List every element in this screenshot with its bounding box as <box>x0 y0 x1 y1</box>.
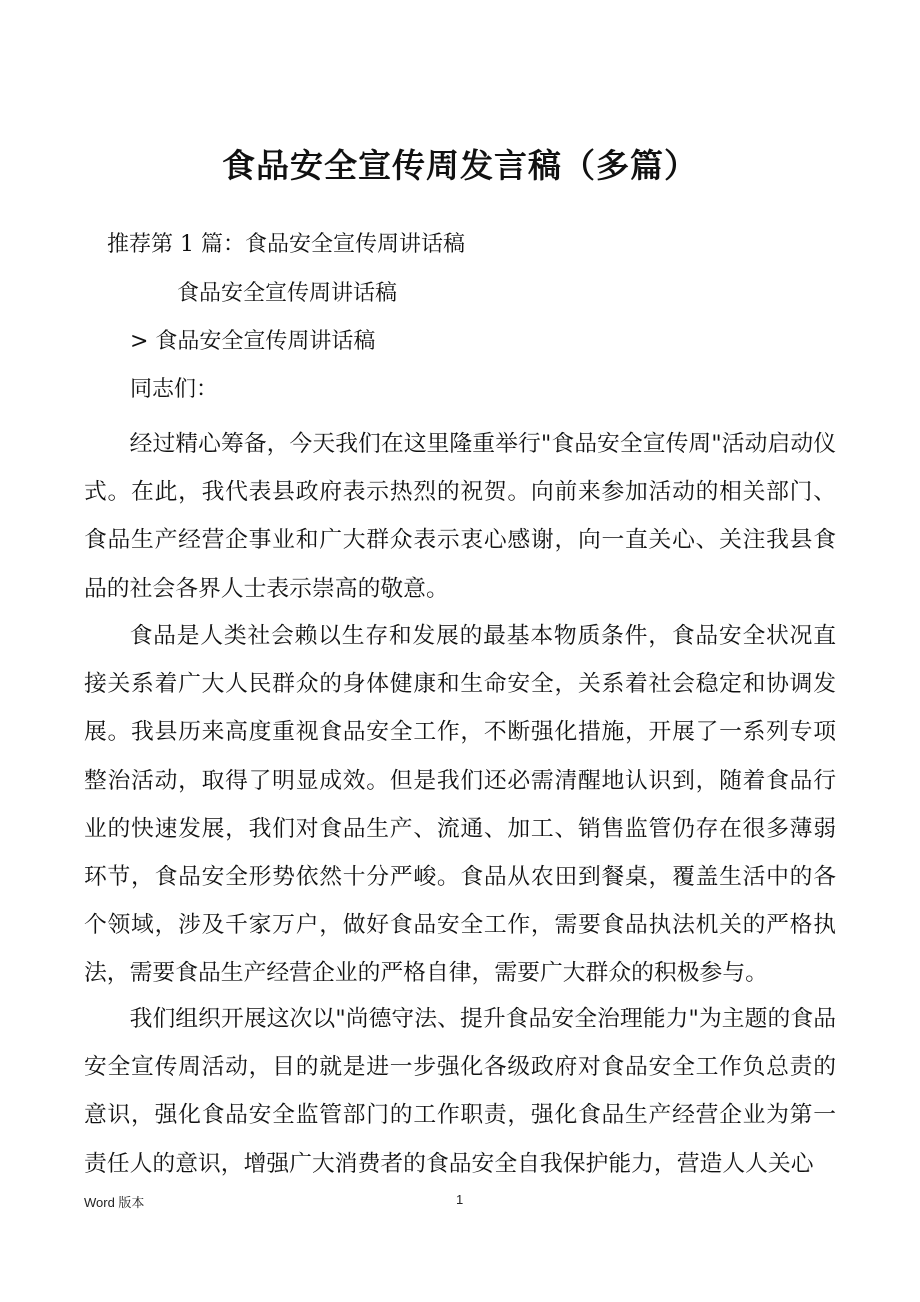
body-paragraph-1-block <box>84 420 836 613</box>
recommended-article-heading: 推荐第 1 篇：食品安全宣传周讲话稿 <box>107 232 465 257</box>
body-paragraph-2-block <box>84 612 836 998</box>
body-paragraph: 我们组织开展这次以"尚德守法、提升食品安全治理能力"为主题的食品安全宣传周活动，目的就是进一步强化各级政府对食品安全工作负总责的意识，强化食品安全监管部门的工作职责，强化食品生产经营企业为第一责任人的意识，增强广大消费者的食品安全自我保护能力，营造人人关心 <box>84 1006 836 1177</box>
body-paragraph-3-block <box>84 995 836 1188</box>
speech-subtitle: 食品安全宣传周讲话稿 <box>177 281 398 306</box>
greeting: 同志们： <box>130 377 219 402</box>
body-paragraph: 食品是人类社会赖以生存和发展的最基本物质条件，食品安全状况直接关系着广大人民群众的身体健康和生命安全，关系着社会稳定和协调发展。我县历来高度重视食品安全工作，不断强化措施，开展了一系列专项整治活动，取得了明显成效。但是我们还必需清醒地认识到，随着食品行业的快速发展，我们对食品生产、流通、加工、销售监管仍存在很多薄弱环节，食品安全形势依然十分严峻。食品从农田到餐桌，覆盖生活中的各个领域，涉及千家万户，做好食品安全工作，需要食品执法机关的严格执法，需要食品生产经营企业的严格自律，需要广大群众的积极参与。 <box>84 623 836 987</box>
speech-title-bullet: > 食品安全宣传周讲话稿 <box>130 329 376 354</box>
body-paragraph: 经过精心筹备，今天我们在这里隆重举行"食品安全宣传周"活动启动仪式。在此，我代表县政府表示热烈的祝贺。向前来参加活动的相关部门、食品生产经营企事业和广大群众表示衷心感谢，向一直关心、关注我县食品的社会各界人士表示崇高的敬意。 <box>84 431 836 602</box>
document-title: 食品安全宣传周发言稿（多篇） <box>222 146 698 185</box>
footer-version-label: Word 版本 <box>84 1195 145 1210</box>
footer-page-number: 1 <box>456 1192 464 1207</box>
